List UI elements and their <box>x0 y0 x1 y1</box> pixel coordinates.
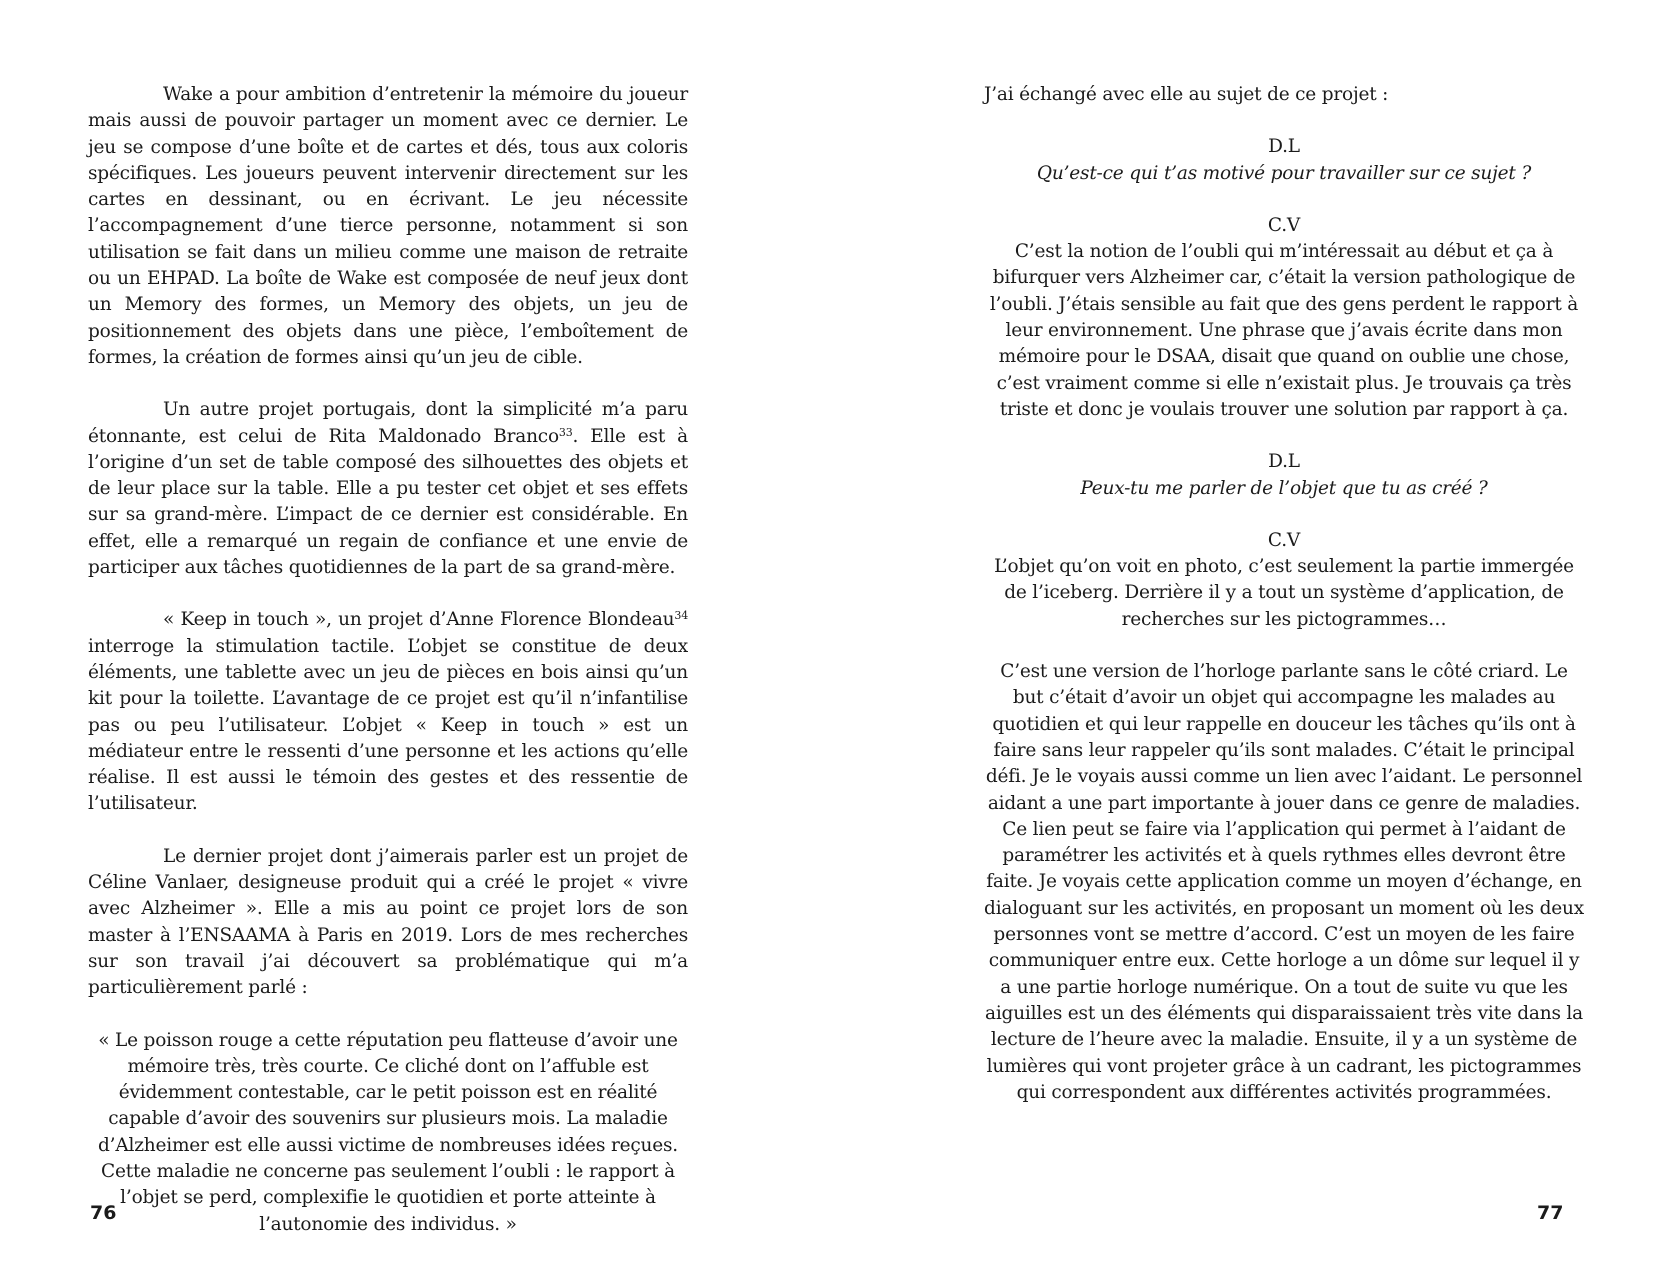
left-text-column <box>88 82 688 1238</box>
interview-question: Peux-tu me parler de l’objet que tu as créé ? <box>1080 477 1488 499</box>
footnote-ref-33: 33 <box>558 425 573 439</box>
block-quote: « Le poisson rouge a cette réputation peu flatteuse d’avoir une mémoire très, très courte. Ce cliché dont on l’affuble est évidemment contestable, car le petit poisson est en réalité capable d’avoir des souvenirs sur plusieurs mois. La maladie d’Alzheimer est elle aussi victime de nombreuses idées reçues. Cette maladie ne concerne pas seulement l’oubli : le rapport à l’objet se perd, complexifie le quotidien et porte atteinte à l’autonomie des individus. » <box>98 1029 678 1235</box>
speaker-label: D.L <box>1268 451 1300 473</box>
paragraph-text: « Keep in touch », un projet d’Anne Florence Blondeau <box>163 609 675 631</box>
page-number: 76 <box>90 1202 117 1224</box>
interview-question: Qu’est-ce qui t’as motivé pour travailler sur ce sujet ? <box>1036 162 1532 184</box>
interview-answer: C’est une version de l’horloge parlante sans le côté criard. Le but c’était d’avoir un objet qui accompagne les malades au quotidien et qui leur rappelle en douceur les tâches qu’ils ont à faire sans leur rappeler qu’ils sont malades. C’était le principal défi. Je le voyais aussi comme un lien avec l’aidant. Le personnel aidant a une part importante à jouer dans ce genre de maladies. Ce lien peut se faire via l’application qui permet à l’aidant de paramétrer les activités et à quels rythmes elles devront être faite. Je voyais cette application comme un moyen d’échange, en dialoguant sur les activités, en proposant un moment où les deux personnes vont se mettre d’accord. C’est un moyen de les faire communiquer entre eux. Cette horloge a un dôme sur lequel il y a une partie horloge numérique. On a tout de suite vu que les aiguilles est un des éléments qui disparaissaient très vite dans la lecture de l’heure avec la maladie. Ensuite, il y a un système de lumières qui vont projeter grâce à un cadrant, les pictogrammes qui correspondent aux différentes activités programmées. <box>984 661 1584 1103</box>
page-number: 77 <box>1537 1202 1564 1224</box>
speaker-label: C.V <box>1267 529 1301 551</box>
paragraph-text: Un autre projet portugais, dont la simplicité m’a paru étonnante, est celui de Rita Maldonado Branco <box>88 399 688 447</box>
footnote-ref-34: 34 <box>674 609 688 623</box>
interview-answer: L’objet qu’on voit en photo, c’est seulement la partie immergée de l’iceberg. Derrière il y a tout un système d’application, de recherches sur les pictogrammes… <box>994 556 1574 630</box>
paragraph-rita-maldonado <box>88 397 688 581</box>
interview-answer: C’est la notion de l’oubli qui m’intéressait au début et ça à bifurquer vers Alzheimer car, c’était la version pathologique de l’oubli. J’étais sensible au fait que des gens perdent le rapport à leur environnement. Une phrase que j’avais écrite dans mon mémoire pour le DSAA, disait que quand on oublie une chose, c’est vraiment comme si elle n’existait plus. Je trouvais ça très triste et donc je voulais trouver une solution par rapport à ça. <box>989 241 1579 420</box>
interview-intro: J’ai échangé avec elle au sujet de ce projet : <box>984 84 1389 105</box>
paragraph-celine-vanlaer: Le dernier projet dont j’aimerais parler est un projet de Céline Vanlaer, designeuse produit qui a créé le projet « vivre avec Alzheimer ». Elle a mis au point ce projet lors de son master à l’ENSAAMA à Paris en 2019. Lors de mes recherches sur son travail j’ai découvert sa problématique qui m’a particulièrement parlé : <box>88 845 688 999</box>
right-page <box>827 0 1654 1270</box>
paragraph-keep-in-touch <box>88 607 688 817</box>
right-text-column <box>984 82 1584 1106</box>
paragraph-text: . Elle est à l’origine d’un set de table composé des silhouettes des objets et de leur place sur la table. Elle a pu tester cet objet et ses effets sur sa grand-mère. L’impact de ce dernier est considérable. En effet, elle a remarqué un regain de confiance et une envie de participer aux tâches quotidiennes de la part de sa grand-mère. <box>88 425 688 579</box>
speaker-label: D.L <box>1268 136 1300 158</box>
speaker-label: C.V <box>1267 214 1301 236</box>
paragraph-wake: Wake a pour ambition d’entretenir la mémoire du joueur mais aussi de pouvoir partager un moment avec ce dernier. Le jeu se compose d’une boîte et de cartes et dés, tous aux coloris spécifiques. Les joueurs peuvent intervenir directement sur les cartes en dessinant, ou en écrivant. Le jeu nécessite l’accompagnement d’une tierce personne, notamment si son utilisation se fait dans un milieu comme une maison de retraite ou un EHPAD. La boîte de Wake est composée de neuf jeux dont un Memory des formes, un Memory des objets, un jeu de positionnement des objets dans une pièce, l’emboîtement de formes, la création de formes ainsi qu’un jeu de cible. <box>88 84 688 368</box>
paragraph-text: interroge la stimulation tactile. L’objet se constitue de deux éléments, une tablette avec un jeu de pièces en bois ainsi qu’un kit pour la toilette. L’avantage de ce projet est qu’il n’infantilise pas ou peu l’utilisateur. L’objet « Keep in touch » est un médiateur entre le ressenti d’une personne et les actions qu’elle réalise. Il est aussi le témoin des gestes et des ressentie de l’utilisateur. <box>88 635 688 815</box>
